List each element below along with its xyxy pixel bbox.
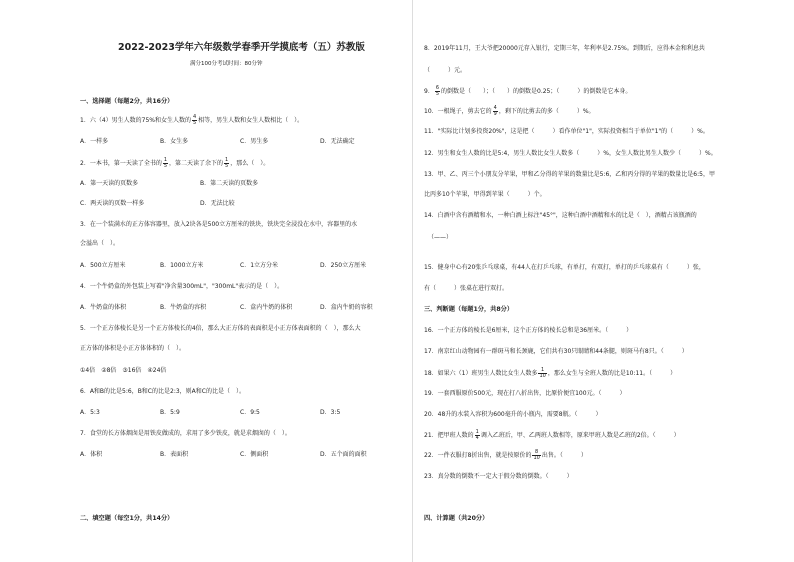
question-2: 2．一本书，第一天读了全书的 $\frac{1}{5}$ ，第二天读了余下的 $\frac{1}{5}$ ，那么（ ）。 bbox=[80, 157, 270, 169]
q7-option-a: A．体积 bbox=[80, 451, 103, 458]
fraction: $\frac{4}{5}$ bbox=[192, 114, 197, 126]
question-7: 7．食堂的长方体烟囱是用铁皮做成的，求用了多少铁皮，就是求烟囱的（ ）。 bbox=[80, 430, 291, 437]
question-6: 6．A和B的比是5:6，B和C的比是2:3，则A和C的比是（ ）。 bbox=[80, 388, 245, 395]
fraction: $\frac{1}{5}$ bbox=[163, 157, 168, 169]
fraction: $\frac{1}{10}$ bbox=[539, 367, 546, 379]
q6-option-c: C．9:5 bbox=[240, 409, 260, 416]
q4-option-c: C．盒内牛奶的体积 bbox=[240, 304, 293, 311]
question-19: 19．一套西服原价500元，现在打八折出售，比原价便宜100元。（ ） bbox=[424, 390, 626, 397]
question-15-line1: 15．健身中心有20张乒乓球桌，有44人在打乒乓球，有单打，有双打，单打的乒乓球桌有（ ）张， bbox=[424, 264, 705, 271]
section-choice-heading: 一、选择题（每题2分，共16分） bbox=[80, 98, 174, 105]
section-fill-heading: 二、填空题（每空1分，共14分） bbox=[80, 515, 174, 522]
question-17: 17．南京红山动物园有一群斑马和长颈鹿，它们共有30只眼睛和44条腿，则斑马有8只。（ ） bbox=[424, 348, 688, 355]
q2-option-b: B．第二天读的页数多 bbox=[200, 180, 259, 187]
fraction: $\frac{6}{5}$ bbox=[435, 85, 440, 97]
question-16: 16．一个正方体的棱长是6厘米，这个正方体的棱长总和是36厘米。（ ） bbox=[424, 327, 633, 334]
question-5-line1: 5．一个正方体棱长是另一个正方体棱长的4倍，那么大正方体的表面积是小正方体表面积的（ ），那么大 bbox=[80, 325, 361, 332]
q4-option-b: B．牛奶盒的容积 bbox=[160, 304, 207, 311]
question-13-line1: 13．甲、乙、丙三个小朋友分苹果，甲和乙分得的苹果的数量比是5:6，乙和丙分得的苹果的数量比是6:5，甲 bbox=[424, 171, 715, 178]
fraction: $\frac{8}{10}$ bbox=[533, 449, 540, 461]
question-22: 22．一件衣服打8折出售，就是按原价的 $\frac{8}{10}$ 出售。（ ） bbox=[424, 449, 587, 461]
q1-option-d: D．无法确定 bbox=[320, 138, 355, 145]
question-9: 9． $\frac{6}{5}$ 的倒数是（ ）；（ ）的倒数是0.25；（ ）的倒数是它本身。 bbox=[424, 85, 632, 97]
q7-option-b: B．表面积 bbox=[160, 451, 189, 458]
question-12: 12．男生和女生人数的比是5:4，男生人数比女生人数多（ ）%，女生人数比男生人数少（ ）%。 bbox=[424, 150, 717, 157]
q6-option-b: B．5:9 bbox=[160, 409, 180, 416]
q2-option-d: D．无法比较 bbox=[200, 200, 235, 207]
q6-option-d: D．3:5 bbox=[320, 409, 341, 416]
fraction: $\frac{1}{4}$ bbox=[475, 429, 479, 441]
q6-option-a: A．5:3 bbox=[80, 409, 100, 416]
question-8-line1: 8．2019年11月，王大爷把20000元存入银行，定期三年，年利率是2.75%。到期后，应得本金和利息共 bbox=[424, 45, 705, 52]
q4-option-d: D．盒内牛奶的容积 bbox=[320, 304, 373, 311]
question-23: 23．真分数的倒数不一定大于假分数的倒数。（ ） bbox=[424, 473, 573, 480]
q3-option-a: A．500立方厘米 bbox=[80, 262, 126, 269]
page-fold-line bbox=[412, 0, 413, 562]
q2-option-c: C．两天读的页数一样多 bbox=[80, 200, 145, 207]
page-title: 2022-2023学年六年级数学春季开学摸底考（五）苏教版 bbox=[118, 42, 365, 53]
question-10: 10．一根绳子，剪去它的 $\frac{4}{9}$ ，剩下的比剪去的多（ ）%。 bbox=[424, 105, 595, 117]
q3-option-d: D．250立方厘米 bbox=[320, 262, 367, 269]
q1-option-c: C．男生多 bbox=[240, 138, 269, 145]
q3-option-b: B．1000立方米 bbox=[160, 262, 204, 269]
q14-fraction-blank: （——） bbox=[428, 234, 453, 241]
question-4: 4．一个牛奶盒的外包装上写着"净含量300mL"，"300mL"表示的是（ ）。 bbox=[80, 283, 284, 290]
question-14: 14．白酒中含有酒精和水，一种白酒上标注"45°"，这种白酒中酒精和水的比是（ ），酒精占该瓶酒的 bbox=[424, 212, 697, 219]
q2-option-a: A．第一天读的页数多 bbox=[80, 180, 139, 187]
question-3-line1: 3．在一个装满水的正方体容器里，放入2块各是500立方厘米的铁块，铁块完全浸没在水中，容器里的水 bbox=[80, 221, 358, 228]
question-1: 1．六（4）男生人数的75%和女生人数的 $\frac{4}{5}$ 相等，男生人数和女生人数相比（ ）。 bbox=[80, 114, 304, 126]
page-subtitle: 满分100分考试时间：80分钟 bbox=[190, 61, 263, 67]
q5-options: ①4倍 ②8倍 ③16倍 ④24倍 bbox=[80, 367, 167, 374]
q7-option-d: D．五个面的面积 bbox=[320, 451, 367, 458]
q1-option-a: A．一样多 bbox=[80, 138, 109, 145]
fraction: $\frac{4}{9}$ bbox=[493, 105, 497, 117]
question-13-line2: 比丙多10个苹果，甲得到苹果（ ）个。 bbox=[424, 191, 546, 198]
section-calc-heading: 四、计算题（共20分） bbox=[424, 515, 489, 522]
question-18: 18．如果六（1）班男生人数比女生人数多 $\frac{1}{10}$ ，那么女生与全班人数的比是10:11。（ ） bbox=[424, 367, 677, 379]
question-8-line2: （ ）元。 bbox=[424, 67, 467, 74]
question-11: 11．"实际比计划多投资20%"，这是把（ ）看作单位"1"，实际投资相当于单位"1"的（ ）%。 bbox=[424, 128, 709, 135]
question-5-line2: 正方体的体积是小正方体体积的（ ）。 bbox=[80, 345, 186, 352]
q7-option-c: C．侧面积 bbox=[240, 451, 269, 458]
question-15-line2: 有（ ）张桌在进行双打。 bbox=[424, 285, 509, 292]
question-3-line2: 会溢出（ ）。 bbox=[80, 240, 120, 247]
question-20: 20．48升的水装入容积为600毫升的小瓶内，需要8瓶。（ ） bbox=[424, 411, 602, 418]
question-21: 21．把甲班人数的 $\frac{1}{4}$ 调入乙班后，甲、乙两班人数相等，原来甲班人数是乙班的2倍。（ ） bbox=[424, 429, 680, 441]
fraction: $\frac{1}{5}$ bbox=[225, 157, 229, 169]
q3-option-c: C．1立方分米 bbox=[240, 262, 279, 269]
q4-option-a: A．牛奶盒的体积 bbox=[80, 304, 127, 311]
q1-option-b: B．女生多 bbox=[160, 138, 189, 145]
section-judge-heading: 三、判断题（每题1分，共8分） bbox=[424, 306, 514, 313]
